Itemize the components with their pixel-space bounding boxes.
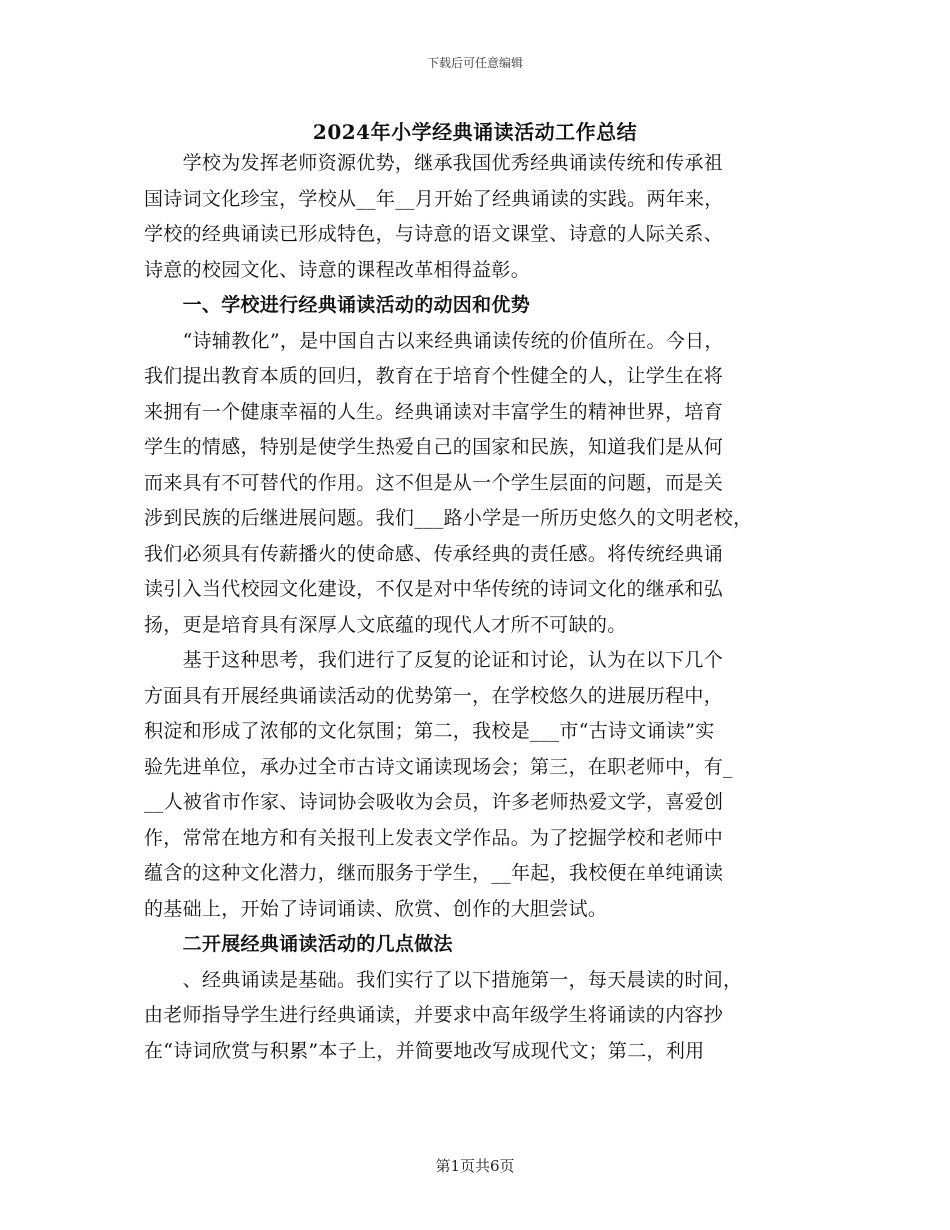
body-text-line: 在“诗词欣赏与积累”本子上，并简要地改写成现代文；第二，利用 [144, 1039, 705, 1062]
body-text-line: 读引入当代校园文化建设，不仅是对中华传统的诗词文化的继承和弘 [144, 578, 724, 600]
body-text-line: “诗辅教化”，是中国自古以来经典诵读传统的价值所在。今日， [144, 329, 724, 352]
body-text-line: 由老师指导学生进行经典诵读，并要求中高年级学生将诵读的内容抄 [144, 1004, 724, 1026]
body-text-line: 国诗词文化珍宝，学校从__年__月开始了经典诵读的实践。两年来， [144, 187, 724, 210]
body-text-line: 而来具有不可替代的作用。这不但是从一个学生层面的问题，而是关 [144, 471, 724, 494]
body-text-line: 基于这种思考，我们进行了反复的论证和讨论，认为在以下几个 [144, 649, 724, 671]
body-text-line: 验先进单位，承办过全市古诗文诵读现场会；第三，在职老师中，有_ [144, 755, 733, 778]
body-text-line: 学校为发挥老师资源优势，继承我国优秀经典诵读传统和传承祖 [144, 152, 724, 174]
body-text-line: 我们必须具有传薪播火的使命感、传承经典的责任感。将传统经典诵 [144, 542, 724, 565]
document-body [144, 146, 814, 1069]
body-text-line: 方面具有开展经典诵读活动的优势第一，在学校悠久的进展历程中， [144, 684, 724, 707]
body-text-line: 的基础上，开始了诗词诵读、欣赏、创作的大胆尝试。 [144, 897, 608, 920]
section-heading: 一、学校进行经典诵读活动的动因和优势 [144, 294, 531, 316]
body-text-line: 作，常常在地方和有关报刊上发表文学作品。为了挖掘学校和老师中 [144, 826, 724, 849]
body-text-line: 蕴含的这种文化潜力，继而服务于学生，__年起，我校便在单纯诵读 [144, 862, 724, 884]
header-note: 下载后可任意编辑 [426, 56, 523, 70]
document-title: 2024年小学经典诵读活动工作总结 [312, 120, 638, 144]
body-text-line: 学生的情感，特别是使学生热爱自己的国家和民族，知道我们是从何 [144, 436, 724, 458]
body-text-line: __人被省市作家、诗词协会吸收为会员，许多老师热爱文学，喜爱创 [144, 791, 724, 813]
body-text-line: 诗意的校园文化、诗意的课程改革相得益彰。 [144, 258, 531, 281]
body-text-line: 学校的经典诵读已形成特色，与诗意的语文课堂、诗意的人际关系、 [144, 223, 724, 245]
body-text-line: 、经典诵读是基础。我们实行了以下措施第一，每天晨读的时间， [144, 968, 743, 991]
section-heading: 二开展经典诵读活动的几点做法 [144, 933, 453, 955]
body-text-line: 我们提出教育本质的回归，教育在于培育个性健全的人，让学生在将 [144, 365, 724, 387]
body-text-line: 来拥有一个健康幸福的人生。经典诵读对丰富学生的精神世界，培育 [144, 400, 724, 423]
page-footer: 第1页共6页 [435, 1157, 515, 1175]
body-text-line: 积淀和形成了浓郁的文化氛围；第二，我校是___市“古诗文诵读”实 [144, 720, 715, 742]
body-text-line: 扬，更是培育具有深厚人文底蕴的现代人才所不可缺的。 [144, 613, 627, 636]
body-text-line: 涉到民族的后继进展问题。我们___路小学是一所历史悠久的文明老校， [144, 507, 753, 529]
